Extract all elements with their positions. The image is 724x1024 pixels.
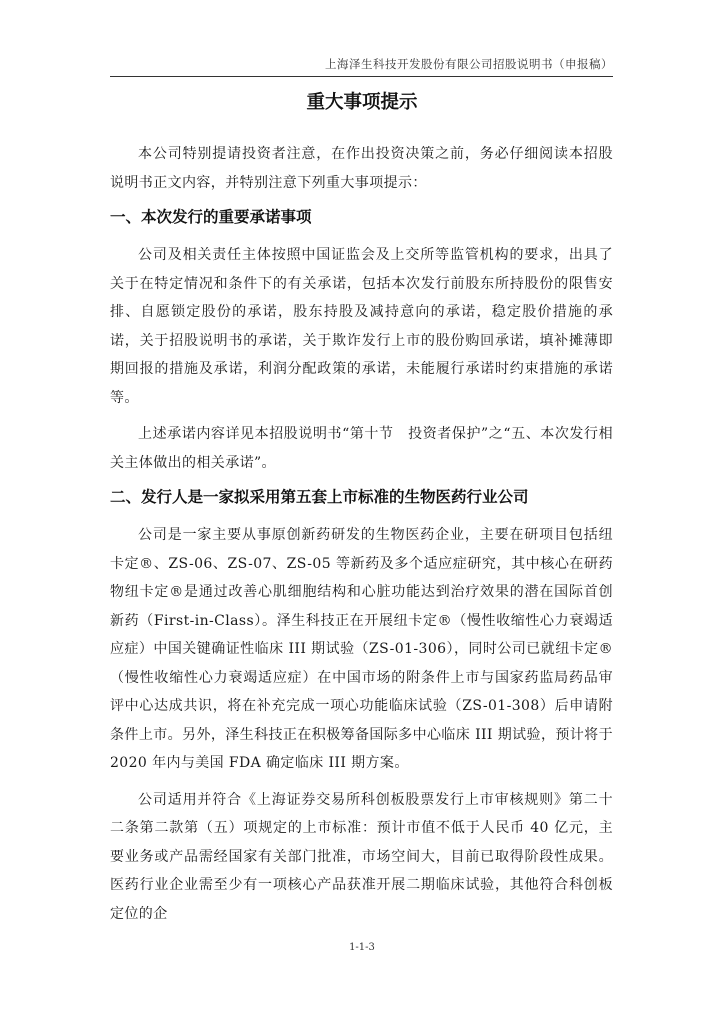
running-header: 上海泽生科技开发股份有限公司招股说明书（申报稿） xyxy=(110,56,613,77)
main-content xyxy=(110,140,613,936)
intro-paragraph: 本公司特别提请投资者注意，在作出投资决策之前，务必仔细阅读本招股说明书正文内容，并特别注意下列重大事项提示： xyxy=(110,146,613,191)
section-1-paragraph-2: 上述承诺内容详见本招股说明书“第十节 投资者保护”之“五、本次发行相关主体做出的相关承诺”。 xyxy=(110,426,613,471)
section-1-heading: 一、本次发行的重要承诺事项 xyxy=(110,208,312,226)
page-title: 重大事项提示 xyxy=(306,92,418,113)
section-2-heading: 二、发行人是一家拟采用第五套上市标准的生物医药行业公司 xyxy=(110,488,529,506)
section-2-paragraph-1: 公司是一家主要从事原创新药研发的生物医药企业，主要在研项目包括纽卡定®、ZS-06、ZS-07、ZS-05 等新药及多个适应症研究，其中核心在研药物纽卡定®是通过改善心肌细胞结构和心脏功能达到治疗效果的潜在国际首创新药（First-in-Class）。泽生科技正在开展纽卡定®（慢性收缩性心力衰竭适应症）中国关键确证性临床 III 期试验（ZS-01-306），同时公司已就纽卡定®（慢性收缩性心力衰竭适应症）在中国市场的附条件上市与国家药监局药品审评中心达成共识，将在补充完成一项心功能临床试验（ZS-01-308）后申请附条件上市。另外，泽生科技正在积极筹备国际多中心临床 III 期试验，预计将于 2020 年内与美国 FDA 确定临床 III 期方案。 xyxy=(110,527,613,771)
section-1-paragraph-1: 公司及相关责任主体按照中国证监会及上交所等监管机构的要求，出具了关于在特定情况和条件下的有关承诺，包括本次发行前股东所持股份的限售安排、自愿锁定股份的承诺，股东持股及减持意向的承诺，稳定股价措施的承诺，关于招股说明书的承诺，关于欺诈发行上市的股份购回承诺，填补摊薄即期回报的措施及承诺，利润分配政策的承诺，未能履行承诺时约束措施的承诺等。 xyxy=(110,247,613,406)
section-2-paragraph-2: 公司适用并符合《上海证券交易所科创板股票发行上市审核规则》第二十二条第二款第（五）项规定的上市标准：预计市值不低于人民币 40 亿元，主要业务或产品需经国家有关部门批准，市场空间大，目前已取得阶段性成果。医药行业企业需至少有一项核心产品获准开展二期临床试验，其他符合科创板定位的企 xyxy=(110,791,613,922)
header-rule xyxy=(110,76,613,77)
page-number: 1-1-3 xyxy=(349,942,375,953)
